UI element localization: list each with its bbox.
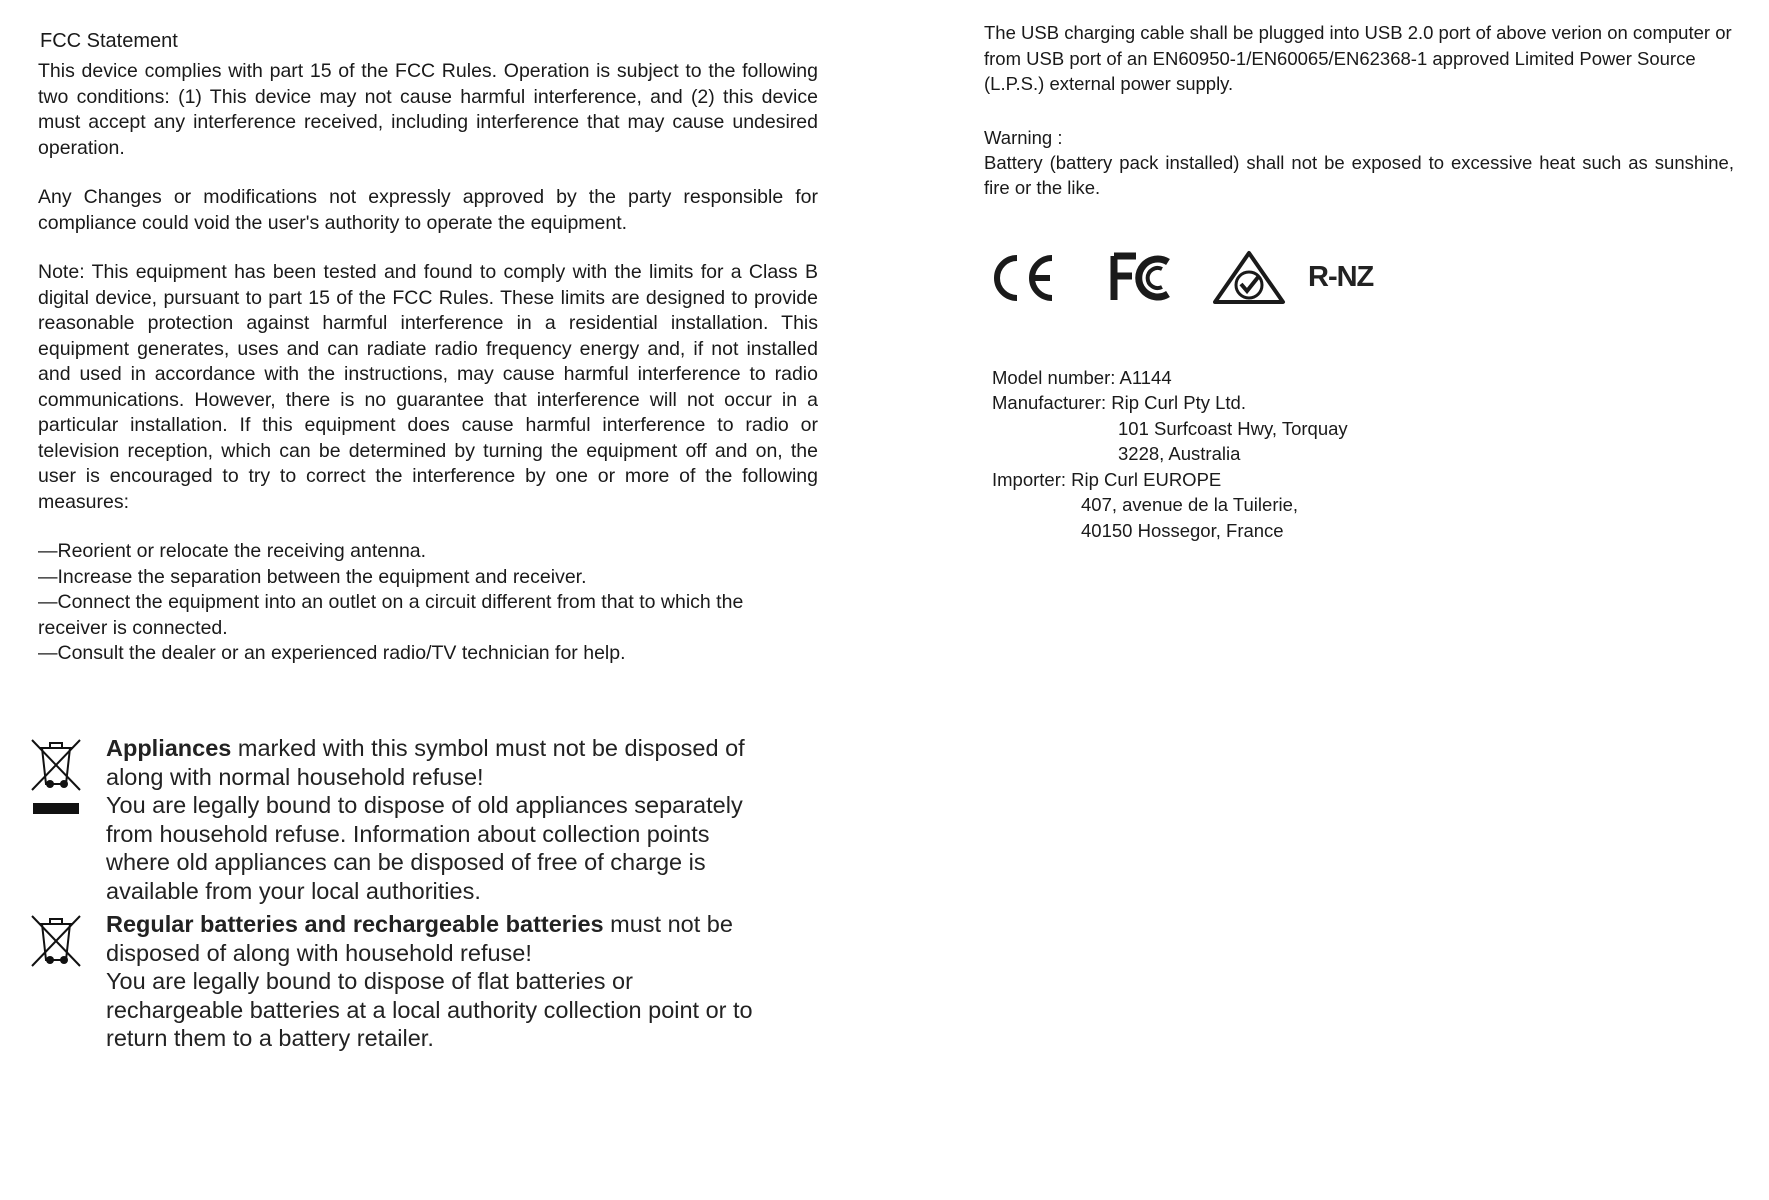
list-item: —Increase the separation between the equipment and receiver. (38, 565, 587, 588)
product-info (992, 365, 1734, 544)
right-column (984, 20, 1734, 543)
manufacturer-address-line1: 101 Surfcoast Hwy, Torquay (1118, 417, 1348, 439)
crossed-bin-icon (28, 734, 84, 814)
rcm-tick-icon (1212, 250, 1286, 306)
weee-batteries-line2: You are legally bound to dispose of flat batteries or rechargeable batteries at a local authority collection point or to return them to a battery retailer. (106, 968, 753, 1051)
fcc-heading: FCC Statement (40, 30, 178, 52)
weee-batteries-bold: Regular batteries and rechargeable batteries (106, 911, 604, 937)
list-item: —Consult the dealer or an experienced radio/TV technician for help. (38, 642, 626, 664)
weee-bar (33, 803, 79, 814)
fcc-mark-icon (1110, 252, 1180, 304)
weee-appliances-bold: Appliances (106, 735, 232, 761)
fcc-conditions-paragraph: This device complies with part 15 of the FCC Rules. Operation is subject to the following two conditions: (1) This device may not cause harmful interference, and (2) this device must accept any interference received, including interference that may cause undesired operation. (38, 60, 818, 159)
importer-address-line1: 407, avenue de la Tuilerie, (1081, 494, 1299, 515)
importer-name: Importer: Rip Curl EUROPE (992, 468, 1222, 490)
weee-appliances-text (106, 734, 768, 905)
list-item: —Reorient or relocate the receiving antenna. (38, 540, 427, 562)
manufacturer-name: Manufacturer: Rip Curl Pty Ltd. (992, 392, 1246, 413)
model-number: Model number: A1144 (992, 366, 1172, 388)
ce-mark-icon (990, 252, 1056, 304)
weee-appliances-notice (28, 734, 768, 905)
manufacturer-address-line2: 3228, Australia (1118, 443, 1241, 464)
fcc-statement-section (38, 30, 818, 667)
fcc-modifications-paragraph: Any Changes or modifications not expressly approved by the party responsible for compliance could void the user's authority to operate the equipment. (38, 186, 818, 234)
list-item: —Connect the equipment into an outlet on a circuit different from that to which the receiver is connected. (38, 591, 744, 639)
usb-charging-text: The USB charging cable shall be plugged into USB 2.0 port of above verion on computer or from USB port of an EN60950-1/EN60065/EN62368-1 approved Limited Power Source (L.P.S.) external power supply. (984, 22, 1732, 94)
importer-address-line2: 40150 Hossegor, France (1081, 519, 1284, 541)
certification-marks (990, 243, 1734, 313)
weee-batteries-notice (28, 910, 768, 1053)
warning-text: Battery (battery pack installed) shall not be exposed to excessive heat such as sunshine, fire or the like. (984, 151, 1734, 198)
fcc-measures-list (38, 539, 818, 667)
fcc-note-paragraph: Note: This equipment has been tested and found to comply with the limits for a Class B digital device, pursuant to part 15 of the FCC Rules. These limits are designed to provide reasonable protection against harmful interference in a residential installation. This equipment generates, uses and can radiate radio frequency energy and, if not installed and used in accordance with the instructions, may cause harmful interference to radio communications. However, there is no guarantee that interference will not occur in a particular installation. If this equipment does cause harmful interference to radio or television reception, which can be determined by turning the equipment off and on, the user is encouraged to try to correct the interference by one or more of the following measures: (38, 261, 818, 513)
rnz-mark: R-NZ (1308, 261, 1374, 293)
crossed-bin-icon (28, 910, 84, 973)
weee-appliances-line2: You are legally bound to dispose of old appliances separately from household refuse. Information about collection points where old appliances can be disposed of free of charge is available from your local authorities. (106, 792, 743, 904)
weee-appliances-line1: marked with this symbol must not be disposed of along with normal household refuse! (106, 735, 745, 790)
weee-batteries-text (106, 910, 768, 1053)
warning-label: Warning : (984, 126, 1063, 148)
weee-batteries-line1: must not be disposed of along with household refuse! (106, 911, 733, 966)
